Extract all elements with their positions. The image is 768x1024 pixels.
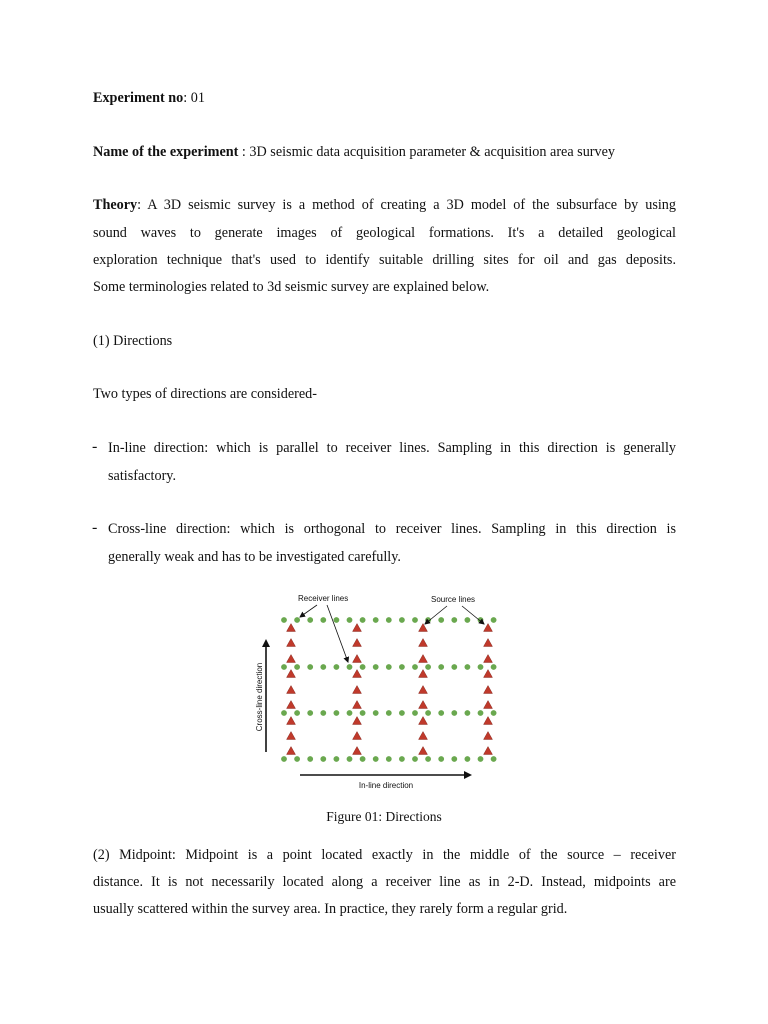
receiver-point [307,710,313,716]
receiver-point [334,664,340,670]
source-point [287,655,296,663]
theory-line-4: Some terminologies related to 3d seismic survey are explained below. [93,279,490,295]
receiver-point [347,617,353,623]
bullet-marker: - [92,438,98,455]
source-point [484,686,493,694]
receiver-lines-label: Receiver lines [298,594,349,603]
source-point [484,670,493,678]
midpoint-line-2: distance. It is not necessarily located along a receiver line as in 2-D. Instead, midpoints are [93,874,676,890]
receiver-point [320,710,326,716]
receiver-point [478,617,484,623]
source-point [419,717,428,725]
receiver-point [294,664,300,670]
inline-direction-label: In-line direction [358,781,414,790]
source-point [353,732,362,740]
source-point [353,670,362,678]
theory-label: Theory [93,197,138,213]
section-directions-heading: (1) Directions [93,333,173,349]
receiver-point [451,710,457,716]
source-point [287,701,296,709]
receiver-point [451,664,457,670]
figure-caption: Figure 01: Directions [326,809,442,824]
receiver-point [347,710,353,716]
experiment-name-value: : 3D seismic data acquisition parameter & acquisition area survey [238,144,616,160]
receiver-point [478,664,484,670]
receiver-point [425,710,431,716]
receiver-point [373,756,379,762]
source-point [419,670,428,678]
bullet-marker: - [92,519,98,536]
directions-intro: Two types of directions are considered- [93,386,317,402]
receiver-point [478,710,484,716]
receiver-point [320,756,326,762]
source-point [353,686,362,694]
source-point [419,686,428,694]
crossline-bullet-line-1: Cross-line direction: which is orthogonal to receiver lines. Sampling in this direction is [108,521,676,537]
midpoint-line-1: (2) Midpoint: Midpoint is a point located exactly in the middle of the source – receiver [93,847,676,863]
receiver-point [334,756,340,762]
receiver-point [360,710,366,716]
receiver-point [294,710,300,716]
source-point [419,655,428,663]
receiver-point [386,756,392,762]
receiver-point [438,617,444,623]
source-point [353,701,362,709]
source-point [287,686,296,694]
midpoint-line-3: usually scattered within the survey area. In practice, they rarely form a regular grid. [93,901,568,917]
receiver-point [399,710,405,716]
experiment-number-label: Experiment no [93,90,184,106]
receiver-point [360,664,366,670]
receiver-point [294,617,300,623]
inline-bullet-line-1: In-line direction: which is parallel to receiver lines. Sampling in this direction is generally [108,440,676,456]
receiver-point [386,710,392,716]
receiver-point [399,664,405,670]
receiver-point [373,617,379,623]
crossline-bullet-line-2: generally weak and has to be investigated carefully. [108,549,401,565]
receiver-point [451,617,457,623]
source-point [484,747,493,755]
receiver-point [373,664,379,670]
receiver-point [451,756,457,762]
source-point [419,732,428,740]
source-point [419,639,428,647]
receiver-point [373,710,379,716]
experiment-number-value: : 01 [183,90,205,106]
receiver-point [438,756,444,762]
receiver-point [491,617,497,623]
receiver-point [320,617,326,623]
receiver-point [281,710,287,716]
receiver-point [307,756,313,762]
receiver-point [281,756,287,762]
experiment-name-label: Name of the experiment [93,144,239,160]
source-point [287,624,296,632]
receiver-point [281,617,287,623]
receiver-point [412,664,418,670]
receiver-point [360,756,366,762]
source-point [287,747,296,755]
inline-bullet-line-2: satisfactory. [108,468,177,484]
crossline-direction-label: Cross-line direction [255,662,264,732]
receiver-point [465,664,471,670]
receiver-point [412,756,418,762]
source-point [353,639,362,647]
receiver-point [438,664,444,670]
receiver-point [386,617,392,623]
receiver-point [360,617,366,623]
receiver-point [438,710,444,716]
receiver-pointer-arrow [327,605,348,662]
source-point [353,624,362,632]
source-point [353,747,362,755]
receiver-point [307,664,313,670]
receiver-point [307,617,313,623]
receiver-pointer-arrow [300,605,317,617]
source-point [287,717,296,725]
receiver-point [425,664,431,670]
source-point [484,717,493,725]
receiver-point [465,756,471,762]
source-point [353,655,362,663]
receiver-point [465,617,471,623]
receiver-point [491,756,497,762]
receiver-point [334,617,340,623]
receiver-point [320,664,326,670]
source-point [484,701,493,709]
receiver-point [386,664,392,670]
source-point [419,701,428,709]
receiver-point [412,710,418,716]
receiver-point [399,756,405,762]
source-point [484,655,493,663]
theory-line-2: sound waves to generate images of geological formations. It's a detailed geological [93,225,676,241]
receiver-point [478,756,484,762]
source-lines-label: Source lines [431,595,476,604]
receiver-point [399,617,405,623]
source-point [287,732,296,740]
source-point [287,670,296,678]
receiver-point [491,664,497,670]
receiver-point [425,756,431,762]
survey-grid [281,617,496,762]
source-point [353,717,362,725]
source-point [419,624,428,632]
receiver-point [347,756,353,762]
source-point [484,624,493,632]
receiver-point [465,710,471,716]
source-point [287,639,296,647]
receiver-point [347,664,353,670]
receiver-point [412,617,418,623]
theory-line-3: exploration technique that's used to identify suitable drilling sites for oil and gas deposits. [93,252,676,268]
receiver-point [294,756,300,762]
theory-text-1: : A 3D seismic survey is a method of creating a 3D model of the subsurface by using [137,197,676,213]
receiver-point [491,710,497,716]
source-point [484,732,493,740]
source-point [419,747,428,755]
receiver-point [334,710,340,716]
source-point [484,639,493,647]
receiver-point [281,664,287,670]
